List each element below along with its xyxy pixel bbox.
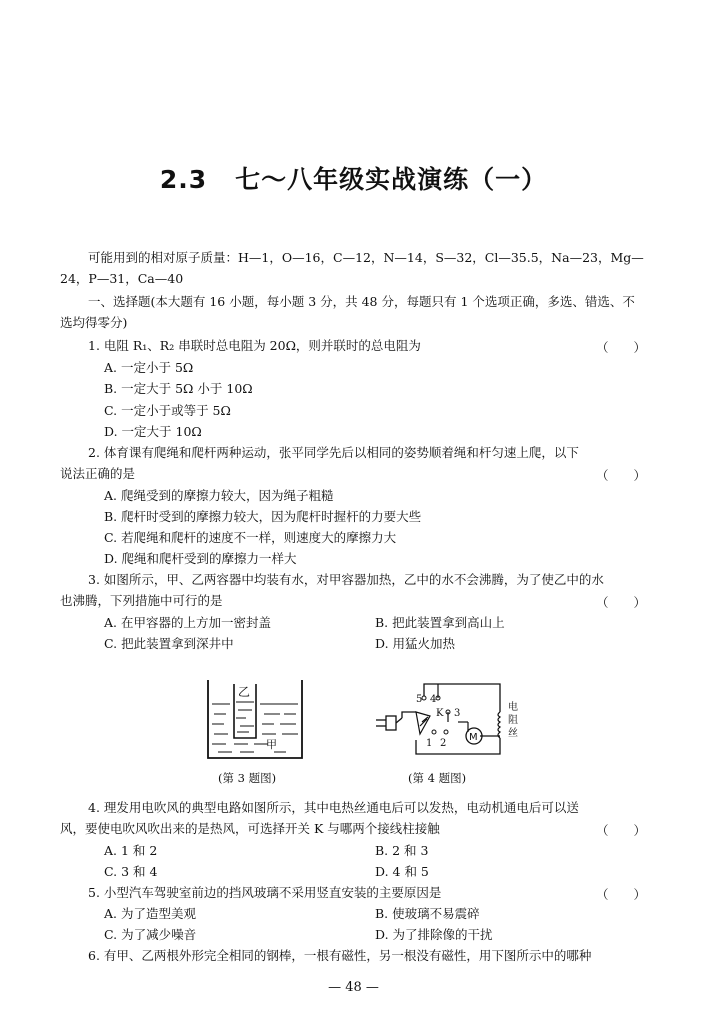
q3-option-a: A. 在甲容器的上方加一密封盖: [104, 615, 271, 630]
q4-stem-line1: 4. 理发用电吹风的典型电路如图所示，其中电热丝通电后可以发热，电动机通电后可以送: [88, 800, 579, 815]
q2-stem-line2: 说法正确的是: [60, 466, 136, 481]
container-jia: [208, 680, 302, 758]
figure-4-circuit: [372, 676, 532, 766]
q1-answer-bracket: （ ）: [596, 340, 647, 355]
q2-option-d: D. 爬绳和爬杆受到的摩擦力一样大: [104, 551, 297, 566]
q5-stem: 5. 小型汽车驾驶室前边的挡风玻璃不采用竖直安装的主要原因是: [88, 885, 442, 900]
terminal-3: 3: [454, 708, 461, 719]
q4-option-a: A. 1 和 2: [104, 843, 158, 858]
q6-stem: 6. 有甲、乙两根外形完全相同的钢棒，一根有磁性，另一根没有磁性，用下图所示中的哪种: [88, 948, 592, 963]
terminal-2: 2: [440, 738, 447, 749]
circuit-wire-left: [402, 712, 416, 718]
section-heading-line2: 选均得零分): [60, 315, 128, 330]
q2-stem-line1: 2. 体育课有爬绳和爬杆两种运动，张平同学先后以相同的姿势顺着绳和杆匀速上爬，以下: [88, 445, 579, 460]
page-number: — 48 —: [328, 980, 379, 995]
wire-label-3: 丝: [508, 728, 518, 739]
figure-4-caption: (第 4 题图): [408, 771, 467, 785]
q5-option-c: C. 为了减少噪音: [104, 927, 197, 942]
terminal-1: 1: [426, 738, 433, 749]
terminal-k: K: [436, 708, 444, 719]
q4-stem-line2: 风，要使电吹风吹出来的是热风，可选择开关 K 与哪两个接线柱接触: [60, 821, 440, 836]
q4-option-c: C. 3 和 4: [104, 864, 158, 879]
q3-stem-line1: 3. 如图所示，甲、乙两容器中均装有水，对甲容器加热，乙中的水不会沸腾，为了使乙中的水: [88, 572, 604, 587]
plug-icon: [376, 716, 402, 730]
wire-label-1: 电: [508, 702, 518, 713]
section-title: 七～八年级实战演练（一）: [235, 165, 548, 194]
atomic-masses-line1: 可能用到的相对原子质量：H—1，O—16，C—12，N—14，S—32，Cl—35.5，Na—23，Mg—: [88, 250, 644, 265]
inner-water-lines: [236, 702, 254, 732]
section-heading-line1: 一、选择题(本大题有 16 小题，每小题 3 分，共 48 分，每题只有 1 个选项正确，多选、错选、不: [88, 294, 635, 309]
terminal-5: 5: [416, 694, 423, 705]
q4-answer-bracket: （ ）: [596, 823, 647, 838]
q3-answer-bracket: （ ）: [596, 595, 647, 610]
label-jia: 甲: [266, 738, 277, 751]
q4-option-b: B. 2 和 3: [375, 843, 429, 858]
figure-3-caption: (第 3 题图): [218, 771, 277, 785]
q5-option-b: B. 使玻璃不易震碎: [375, 906, 480, 921]
resistance-wire: [498, 712, 500, 738]
q5-answer-bracket: （ ）: [596, 887, 647, 902]
q5-option-a: A. 为了造型美观: [104, 906, 196, 921]
outer-water-lines: [212, 704, 298, 752]
label-yi: 乙: [238, 685, 251, 699]
q4-option-d: D. 4 和 5: [375, 864, 429, 879]
figure-3-containers: [204, 672, 314, 767]
atomic-masses-line2: 24，P—31，Ca—40: [60, 271, 184, 286]
page-title: [0, 160, 707, 196]
q1-option-b: B. 一定大于 5Ω 小于 10Ω: [104, 381, 253, 396]
q3-option-b: B. 把此装置拿到高山上: [375, 615, 505, 630]
q2-option-b: B. 爬杆时受到的摩擦力较大，因为爬杆时握杆的力要大些: [104, 509, 422, 524]
q2-answer-bracket: （ ）: [596, 468, 647, 483]
wire-label-2: 阻: [508, 715, 518, 726]
terminal-4: 4: [430, 694, 437, 705]
switch-k: [416, 712, 430, 734]
q3-stem-line2: 也沸腾，下列措施中可行的是: [60, 593, 223, 608]
q3-option-d: D. 用猛火加热: [375, 636, 456, 651]
motor-label: M: [469, 732, 478, 743]
q1-option-d: D. 一定大于 10Ω: [104, 424, 202, 439]
q2-option-a: A. 爬绳受到的摩擦力较大，因为绳子粗糙: [104, 488, 334, 503]
q5-option-d: D. 为了排除像的干扰: [375, 927, 493, 942]
q1-option-c: C. 一定小于或等于 5Ω: [104, 403, 231, 418]
q2-option-c: C. 若爬绳和爬杆的速度不一样，则速度大的摩擦力大: [104, 530, 397, 545]
q1-stem: 1. 电阻 R₁、R₂ 串联时总电阻为 20Ω，则并联时的总电阻为: [88, 338, 421, 353]
q3-option-c: C. 把此装置拿到深井中: [104, 636, 234, 651]
section-number: 2.3: [159, 165, 208, 194]
q1-option-a: A. 一定小于 5Ω: [104, 360, 194, 375]
